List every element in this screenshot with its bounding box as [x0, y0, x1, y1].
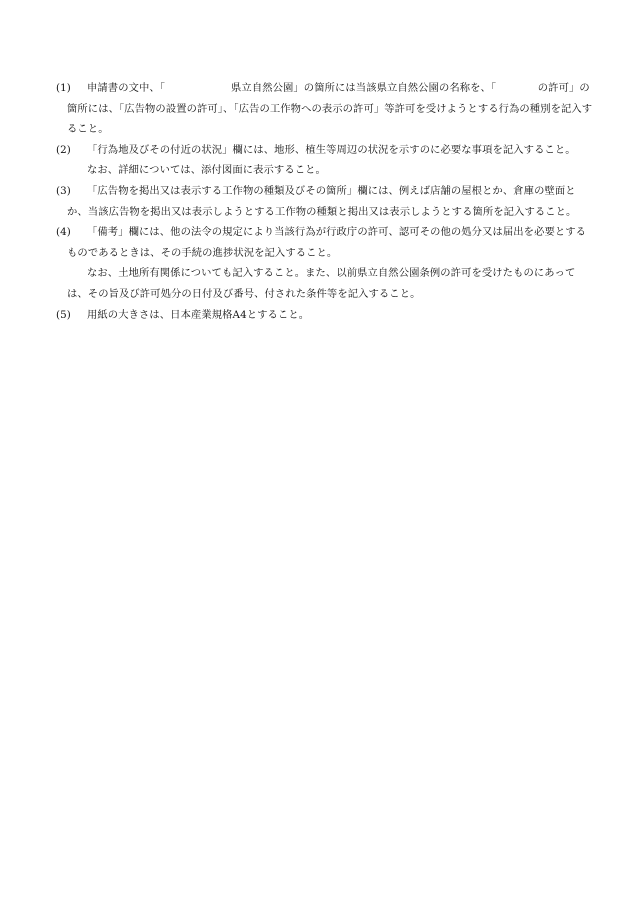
- note-number: (4): [56, 226, 71, 239]
- note-5: [56, 305, 596, 326]
- note-3: [56, 181, 596, 222]
- instruction-notes: [56, 78, 596, 325]
- note-4-subtext: なお、土地所有関係についても記入すること。また、以前県立自然公園条例の許可を受けたものにあっては、その旨及び許可処分の日付及び番号、付された条件等を記入すること。: [67, 267, 576, 300]
- note-number: (1): [56, 82, 71, 94]
- note-2-text: 「行為地及びその付近の状況」欄には、地形、植生等周辺の状況を示すのに必要な事項を記入すること。: [87, 143, 576, 156]
- note-4: [56, 222, 596, 304]
- note-2: [56, 140, 596, 181]
- note-5-text: 用紙の大きさは、日本産業規格A4とすること。: [87, 308, 310, 321]
- note-number: (3): [56, 184, 71, 197]
- note-number: (2): [56, 143, 71, 156]
- note-3-text: 「広告物を掲出又は表示する工作物の種類及びその箇所」欄には、例えば店舗の屋根とか、倉庫の壁面とか、当該広告物を掲出又は表示しようとする工作物の種類と掲出又は表示しようとする箇所を記入すること。: [67, 184, 577, 218]
- note-2-subtext: なお、詳細については、添付図面に表示すること。: [87, 164, 326, 177]
- note-4-text: 「備考」欄には、他の法令の規定により当該行為が行政庁の許可、認可その他の処分又は届出を必要とするものであるときは、その手続の進捗状況を記入すること。: [67, 226, 587, 259]
- note-number: (5): [56, 308, 71, 321]
- note-1: [56, 78, 596, 140]
- note-1-text: 申請書の文中、「 県立自然公園」の箇所には当該県立自然公園の名称を、「 の許可」の箇所には、「広告物の設置の許可」、「広告の工作物への表示の許可」等許可を受けようとする行為の種別を記入すること。: [67, 82, 593, 136]
